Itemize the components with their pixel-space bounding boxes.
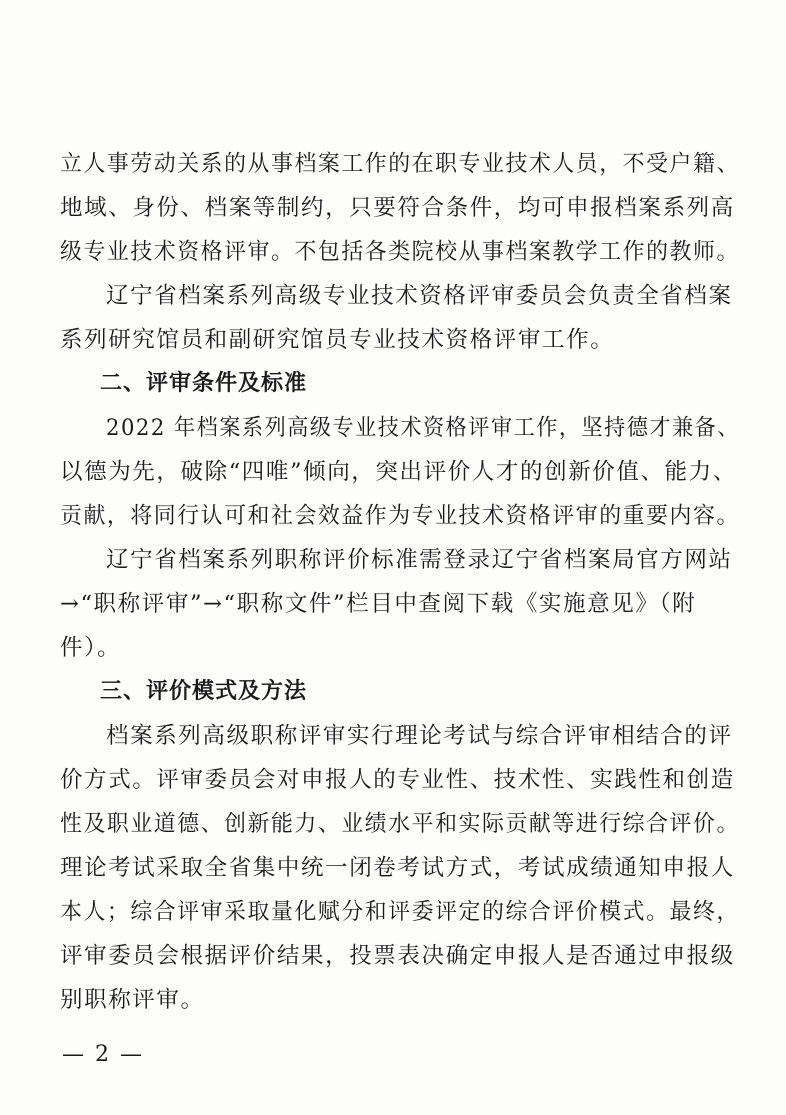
body-line-13: 价方式。评审委员会对申报人的专业性、技术性、实践性和创造 <box>60 767 735 793</box>
body-line-6: 2022 年档案系列高级专业技术资格评审工作，坚持德才兼备、 <box>106 415 740 441</box>
page-number: — 2 — <box>62 1042 144 1067</box>
body-line-5: 系列研究馆员和副研究馆员专业技术资格评审工作。 <box>60 327 615 353</box>
body-line-12: 档案系列高级职称评审实行理论考试与综合评审相结合的评 <box>106 723 733 749</box>
body-line-3: 级专业技术资格评审。不包括各类院校从事档案教学工作的教师。 <box>60 239 740 265</box>
body-line-15: 理论考试采取全省集中统一闭卷考试方式，考试成绩通知申报人 <box>60 855 735 881</box>
body-line-17: 评审委员会根据评价结果，投票表决确定申报人是否通过申报级 <box>60 943 735 969</box>
body-line-2: 地域、身份、档案等制约，只要符合条件，均可申报档案系列高 <box>60 195 735 221</box>
body-line-4: 辽宁省档案系列高级专业技术资格评审委员会负责全省档案 <box>106 283 733 309</box>
section-heading-3: 三、评价模式及方法 <box>100 679 308 704</box>
body-line-9: 辽宁省档案系列职称评价标准需登录辽宁省档案局官方网站 <box>106 547 733 573</box>
section-heading-2: 二、评审条件及标准 <box>100 371 308 396</box>
body-line-7: 以德为先，破除“四唯”倾向，突出评价人才的创新价值、能力、 <box>60 459 737 485</box>
body-line-1: 立人事劳动关系的从事档案工作的在职专业技术人员，不受户籍、 <box>60 151 740 177</box>
body-line-18: 别职称评审。 <box>60 987 205 1013</box>
body-line-8: 贡献，将同行认可和社会效益作为专业技术资格评审的重要内容。 <box>60 503 740 529</box>
body-line-16: 本人；综合评审采取量化赋分和评委评定的综合评价模式。最终， <box>60 899 740 925</box>
body-line-10: →“职称评审”→“职称文件”栏目中查阅下载《实施意见》（附 <box>60 591 697 617</box>
body-line-11: 件）。 <box>60 635 122 661</box>
body-line-14: 性及职业道德、创新能力、业绩水平和实际贡献等进行综合评价。 <box>60 811 740 837</box>
